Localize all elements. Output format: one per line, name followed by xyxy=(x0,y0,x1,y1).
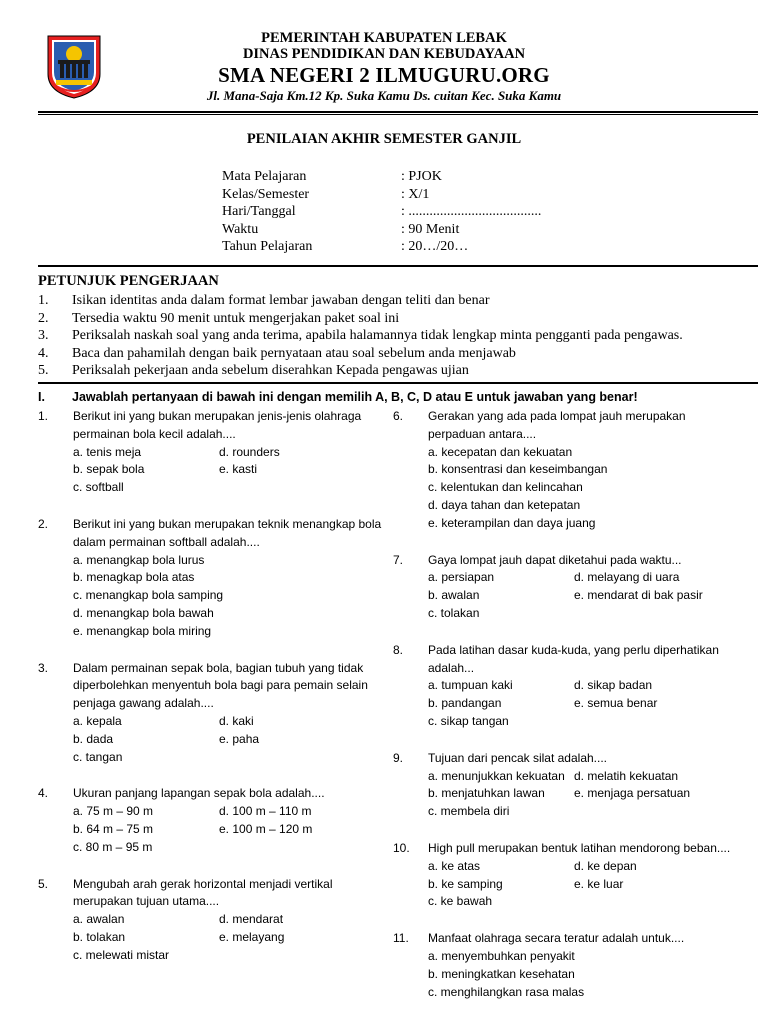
question-number: 5. xyxy=(38,876,49,891)
question-text: adalah... xyxy=(428,660,475,675)
info-row xyxy=(222,238,642,256)
option-row xyxy=(428,858,758,876)
answer-options xyxy=(428,444,758,533)
info-label: Kelas/Semester xyxy=(222,186,310,202)
answer-option: e. menangkap bola miring xyxy=(73,623,212,638)
question-number: 8. xyxy=(393,642,404,657)
item-number: 3. xyxy=(38,328,49,343)
answer-option: e. semua benar xyxy=(574,696,658,711)
option-row xyxy=(428,785,758,803)
option-row xyxy=(73,569,383,587)
question-item xyxy=(393,408,758,533)
answer-option: e. kasti xyxy=(219,462,258,477)
department-line: DINAS PENDIDIKAN DAN KEBUDAYAAN xyxy=(242,46,526,62)
question-text: Ukuran panjang lapangan sepak bola adalah.... xyxy=(73,786,325,801)
question-item xyxy=(38,785,383,856)
question-body xyxy=(428,930,758,1001)
instructions-divider xyxy=(38,382,758,384)
question-text: Pada latihan dasar kuda-kuda, yang perlu diperhatikan xyxy=(428,642,719,657)
question-item xyxy=(393,552,758,623)
answer-option: b. menjatuhkan lawan xyxy=(428,786,545,801)
answer-options xyxy=(428,677,758,730)
option-row xyxy=(73,605,383,623)
info-row xyxy=(222,168,642,186)
question-text: dalam permainan softball adalah.... xyxy=(73,534,260,549)
option-row xyxy=(428,713,758,731)
option-row xyxy=(73,587,383,605)
option-row xyxy=(73,839,383,857)
letterhead-divider xyxy=(38,111,758,113)
option-row xyxy=(428,695,758,713)
answer-option: b. 64 m – 75 m xyxy=(73,821,154,836)
option-row xyxy=(73,749,383,767)
answer-option: b. dada xyxy=(73,731,114,746)
item-text: Isikan identitas anda dalam format lembar jawaban dengan teliti dan benar xyxy=(72,293,490,308)
question-number: 11. xyxy=(393,931,409,946)
section-number: I. xyxy=(38,390,45,404)
question-text: perpaduan antara.... xyxy=(428,426,537,441)
question-item xyxy=(38,660,383,767)
question-body xyxy=(73,408,383,497)
school-name: SMA NEGERI 2 ILMUGURU.ORG xyxy=(218,63,550,87)
section-instruction: Jawablah pertanyaan di bawah ini dengan memilih A, B, C, D atau E untuk jawaban yang benar! xyxy=(72,390,638,404)
question-text: Tujuan dari pencak silat adalah.... xyxy=(428,750,607,765)
answer-option: a. awalan xyxy=(73,912,125,927)
answer-option: c. menangkap bola samping xyxy=(73,588,224,603)
answer-option: b. awalan xyxy=(428,588,480,603)
answer-option: a. kepala xyxy=(73,713,122,728)
info-value: : X/1 xyxy=(401,186,430,202)
question-item xyxy=(393,750,758,821)
answer-options xyxy=(73,444,383,497)
option-row xyxy=(73,479,383,497)
item-number: 4. xyxy=(38,345,49,361)
option-row xyxy=(73,444,383,462)
answer-option: e. melayang xyxy=(219,929,285,944)
exam-info xyxy=(222,168,642,256)
answer-option: d. melayang di uara xyxy=(574,570,680,585)
question-text: Dalam permainan sepak bola, bagian tubuh yang tidak xyxy=(73,660,364,675)
school-address: Jl. Mana-Saja Km.12 Kp. Suka Kamu Ds. cuitan Kec. Suka Kamu xyxy=(206,88,562,103)
option-row xyxy=(73,929,383,947)
answer-option: a. persiapan xyxy=(428,570,495,585)
info-label: Mata Pelajaran xyxy=(222,169,307,184)
letterhead-divider-thin xyxy=(38,114,758,115)
question-body xyxy=(73,785,383,856)
question-number: 9. xyxy=(393,750,404,765)
question-item xyxy=(393,840,758,911)
question-body xyxy=(428,408,758,533)
answer-option: b. sepak bola xyxy=(73,462,145,477)
answer-option: d. menangkap bola bawah xyxy=(73,605,214,620)
item-number: 2. xyxy=(38,310,49,326)
item-text: Periksalah pekerjaan anda sebelum diserahkan Kepada pengawas ujian xyxy=(72,363,469,378)
question-item xyxy=(393,642,758,731)
answer-options xyxy=(428,948,758,1001)
answer-option: a. menyembuhkan penyakit xyxy=(428,948,575,963)
answer-option: a. menunjukkan kekuatan xyxy=(428,768,565,783)
question-text: Manfaat olahraga secara teratur adalah untuk.... xyxy=(428,931,685,946)
answer-option: e. ke luar xyxy=(574,876,624,891)
option-row xyxy=(73,461,383,479)
answer-options xyxy=(428,768,758,821)
question-body xyxy=(428,840,758,911)
option-row xyxy=(428,948,758,966)
list-item xyxy=(38,345,758,363)
list-item xyxy=(38,310,758,328)
exam-title: PENILAIAN AKHIR SEMESTER GANJIL xyxy=(246,131,522,147)
answer-options xyxy=(73,911,383,964)
question-text: merupakan tujuan utama.... xyxy=(73,894,220,909)
answer-option: a. menangkap bola lurus xyxy=(73,552,205,567)
option-row xyxy=(428,803,758,821)
question-number: 1. xyxy=(38,409,49,423)
answer-option: c. 80 m – 95 m xyxy=(73,839,153,854)
answer-option: c. ke bawah xyxy=(428,894,493,909)
answer-option: e. 100 m – 120 m xyxy=(219,821,313,836)
option-row xyxy=(428,515,758,533)
option-row xyxy=(428,677,758,695)
info-value: : 20…/20… xyxy=(401,239,469,254)
option-row xyxy=(428,479,758,497)
question-text: Mengubah arah gerak horizontal menjadi vertikal xyxy=(73,876,333,891)
answer-option: d. sikap badan xyxy=(574,678,653,693)
answer-options xyxy=(73,713,383,766)
answer-option: d. 100 m – 110 m xyxy=(219,804,312,819)
question-item xyxy=(38,408,383,497)
info-value: : PJOK xyxy=(401,169,442,184)
question-text: Berikut ini yang bukan merupakan teknik menangkap bola xyxy=(73,516,382,531)
option-row xyxy=(428,893,758,911)
answer-option: d. ke depan xyxy=(574,858,637,873)
list-item xyxy=(38,362,758,380)
option-row xyxy=(428,461,758,479)
question-number: 7. xyxy=(393,552,404,567)
option-row xyxy=(428,768,758,786)
question-body xyxy=(73,516,383,641)
item-text: Baca dan pahamilah dengan baik pernyataan atau soal sebelum anda menjawab xyxy=(72,345,516,361)
option-row xyxy=(73,623,383,641)
option-row xyxy=(73,713,383,731)
answer-option: d. daya tahan dan ketepatan xyxy=(428,497,581,512)
option-row xyxy=(73,821,383,839)
answer-option: c. kelentukan dan kelincahan xyxy=(428,480,583,495)
answer-option: b. ke samping xyxy=(428,876,503,891)
answer-option: b. pandangan xyxy=(428,696,502,711)
question-item xyxy=(38,516,383,641)
answer-option: b. konsentrasi dan keseimbangan xyxy=(428,462,608,477)
answer-option: c. sikap tangan xyxy=(428,713,509,728)
answer-option: c. softball xyxy=(73,480,124,495)
option-row xyxy=(73,947,383,965)
option-row xyxy=(428,984,758,1002)
info-row xyxy=(222,186,642,204)
answer-option: e. menjaga persatuan xyxy=(574,786,691,801)
instructions-title: PETUNJUK PENGERJAAN xyxy=(38,273,219,289)
question-number: 6. xyxy=(393,409,404,423)
answer-option: a. ke atas xyxy=(428,858,481,873)
option-row xyxy=(428,497,758,515)
info-label: Waktu xyxy=(222,221,259,237)
answer-option: e. mendarat di bak pasir xyxy=(574,588,703,603)
info-divider xyxy=(38,265,758,267)
answer-option: c. membela diri xyxy=(428,804,510,819)
answer-options xyxy=(428,858,758,911)
question-text: Gaya lompat jauh dapat diketahui pada waktu... xyxy=(428,552,682,567)
question-text: permainan bola kecil adalah.... xyxy=(73,426,236,441)
question-body xyxy=(428,750,758,821)
question-text: High pull merupakan bentuk latihan mendorong beban.... xyxy=(428,840,731,855)
answer-option: c. tangan xyxy=(73,749,123,764)
answer-option: a. tumpuan kaki xyxy=(428,678,513,693)
info-value: : ...................................... xyxy=(401,204,542,219)
questions-left-column xyxy=(38,408,383,984)
option-row xyxy=(428,569,758,587)
item-text: Periksalah naskah soal yang anda terima, apabila halamannya tidak lengkap minta pengganti pada pengawas. xyxy=(72,328,683,343)
shield-emblem-icon xyxy=(46,34,102,100)
instructions-list xyxy=(38,292,758,380)
option-row xyxy=(428,444,758,462)
answer-option: e. paha xyxy=(219,731,260,746)
letterhead xyxy=(120,30,648,104)
list-item xyxy=(38,292,758,310)
question-text: diperbolehkan menyentuh bola bagi para pemain selain xyxy=(73,678,368,693)
option-row xyxy=(428,605,758,623)
info-label: Hari/Tanggal xyxy=(222,204,296,219)
option-row xyxy=(73,731,383,749)
option-row xyxy=(428,966,758,984)
option-row xyxy=(73,552,383,570)
question-item xyxy=(38,876,383,965)
answer-options xyxy=(428,569,758,622)
option-row xyxy=(428,587,758,605)
answer-option: b. meningkatkan kesehatan xyxy=(428,966,575,981)
question-number: 3. xyxy=(38,660,49,675)
info-label: Tahun Pelajaran xyxy=(222,239,313,254)
option-row xyxy=(73,803,383,821)
answer-option: d. rounders xyxy=(219,444,280,459)
answer-option: a. 75 m – 90 m xyxy=(73,804,154,819)
answer-option: b. tolakan xyxy=(73,929,126,944)
answer-option: b. menagkap bola atas xyxy=(73,570,195,585)
answer-option: c. menghilangkan rasa malas xyxy=(428,984,585,999)
answer-option: e. keterampilan dan daya juang xyxy=(428,515,596,530)
list-item xyxy=(38,327,758,345)
answer-option: d. mendarat xyxy=(219,912,284,927)
answer-option: a. kecepatan dan kekuatan xyxy=(428,444,573,459)
question-body xyxy=(428,642,758,731)
answer-options xyxy=(73,803,383,856)
item-text: Tersedia waktu 90 menit untuk mengerjakan paket soal ini xyxy=(72,310,400,326)
question-number: 10. xyxy=(393,840,410,855)
government-line: PEMERINTAH KABUPATEN LEBAK xyxy=(261,30,507,46)
answer-options xyxy=(73,552,383,641)
option-row xyxy=(428,876,758,894)
question-number: 2. xyxy=(38,516,49,531)
question-number: 4. xyxy=(38,786,49,801)
question-body xyxy=(428,552,758,623)
questions-right-column xyxy=(393,408,758,1020)
info-row xyxy=(222,221,642,239)
item-number: 1. xyxy=(38,293,49,308)
question-body xyxy=(73,660,383,767)
question-text: Berikut ini yang bukan merupakan jenis-jenis olahraga xyxy=(73,409,362,423)
school-logo xyxy=(46,34,102,100)
item-number: 5. xyxy=(38,363,49,378)
option-row xyxy=(73,911,383,929)
question-body xyxy=(73,876,383,965)
answer-option: c. tolakan xyxy=(428,605,480,620)
question-text: penjaga gawang adalah.... xyxy=(73,696,214,711)
answer-option: a. tenis meja xyxy=(73,444,142,459)
info-row xyxy=(222,203,642,221)
question-text: Gerakan yang ada pada lompat jauh merupakan xyxy=(428,409,686,423)
answer-option: d. kaki xyxy=(219,713,254,728)
answer-option: d. melatih kekuatan xyxy=(574,768,679,783)
answer-option: c. melewati mistar xyxy=(73,947,170,962)
info-value: : 90 Menit xyxy=(401,221,460,237)
question-item xyxy=(393,930,758,1001)
